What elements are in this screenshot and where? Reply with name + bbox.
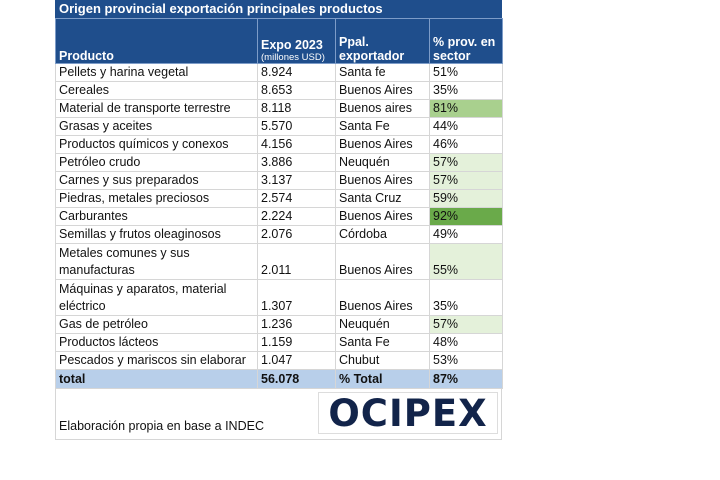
table-row: [56, 190, 503, 208]
cell-exportador: Santa Fe: [336, 334, 430, 352]
table-row: [56, 100, 503, 118]
logo-text: OCIPEX: [328, 391, 488, 435]
total-label: total: [56, 370, 258, 389]
cell-exportador: Buenos Aires: [336, 280, 430, 316]
cell-expo: 1.236: [258, 316, 336, 334]
cell-producto: Productos químicos y conexos: [56, 136, 258, 154]
cell-exportador: Buenos Aires: [336, 82, 430, 100]
table-row: [56, 136, 503, 154]
cell-producto: Carnes y sus preparados: [56, 172, 258, 190]
total-row: [56, 370, 503, 389]
table-row: [56, 244, 503, 280]
header-row: [56, 19, 503, 64]
cell-prov: 57%: [430, 154, 503, 172]
cell-producto: Petróleo crudo: [56, 154, 258, 172]
cell-expo: 1.047: [258, 352, 336, 370]
table-row: [56, 280, 503, 316]
cell-producto: Pescados y mariscos sin elaborar: [56, 352, 258, 370]
header-producto: Producto: [56, 19, 258, 64]
cell-producto: Pellets y harina vegetal: [56, 64, 258, 82]
cell-expo: 8.118: [258, 100, 336, 118]
table-row: [56, 226, 503, 244]
cell-producto: Semillas y frutos oleaginosos: [56, 226, 258, 244]
export-table: [55, 18, 503, 389]
header-exportador: Ppal. exportador: [336, 19, 430, 64]
cell-exportador: Santa Fe: [336, 118, 430, 136]
cell-expo: 2.076: [258, 226, 336, 244]
cell-producto: Máquinas y aparatos, material eléctrico: [56, 280, 258, 316]
cell-expo: 2.224: [258, 208, 336, 226]
cell-exportador: Santa fe: [336, 64, 430, 82]
cell-prov: 49%: [430, 226, 503, 244]
cell-exportador: Buenos Aires: [336, 208, 430, 226]
table-row: [56, 208, 503, 226]
cell-expo: 1.159: [258, 334, 336, 352]
table-row: [56, 64, 503, 82]
cell-expo: 5.570: [258, 118, 336, 136]
cell-exportador: Buenos Aires: [336, 244, 430, 280]
table-row: [56, 172, 503, 190]
total-expo: 56.078: [258, 370, 336, 389]
cell-exportador: Neuquén: [336, 316, 430, 334]
cell-producto: Carburantes: [56, 208, 258, 226]
cell-expo: 2.011: [258, 244, 336, 280]
cell-prov: 59%: [430, 190, 503, 208]
cell-exportador: Neuquén: [336, 154, 430, 172]
cell-producto: Productos lácteos: [56, 334, 258, 352]
header-prov: % prov. en sector: [430, 19, 503, 64]
table-row: [56, 82, 503, 100]
cell-expo: 3.886: [258, 154, 336, 172]
cell-prov: 48%: [430, 334, 503, 352]
cell-producto: Gas de petróleo: [56, 316, 258, 334]
table-row: [56, 316, 503, 334]
table-row: [56, 352, 503, 370]
cell-producto: Piedras, metales preciosos: [56, 190, 258, 208]
ocipex-logo: [318, 392, 498, 434]
header-expo-label: Expo 2023: [261, 38, 323, 52]
total-exportador: % Total: [336, 370, 430, 389]
cell-expo: 8.924: [258, 64, 336, 82]
cell-expo: 1.307: [258, 280, 336, 316]
cell-prov: 55%: [430, 244, 503, 280]
cell-expo: 2.574: [258, 190, 336, 208]
table-row: [56, 334, 503, 352]
export-table-sheet: [55, 0, 502, 440]
cell-prov: 46%: [430, 136, 503, 154]
cell-prov: 35%: [430, 280, 503, 316]
cell-producto: Grasas y aceites: [56, 118, 258, 136]
header-expo: [258, 19, 336, 64]
table-footer: [55, 389, 502, 440]
cell-exportador: Buenos aires: [336, 100, 430, 118]
cell-prov: 53%: [430, 352, 503, 370]
cell-expo: 8.653: [258, 82, 336, 100]
table-row: [56, 118, 503, 136]
cell-exportador: Buenos Aires: [336, 136, 430, 154]
cell-exportador: Córdoba: [336, 226, 430, 244]
cell-prov: 44%: [430, 118, 503, 136]
cell-prov: 81%: [430, 100, 503, 118]
source-note: Elaboración propia en base a INDEC: [59, 419, 264, 433]
cell-producto: Material de transporte terrestre: [56, 100, 258, 118]
cell-expo: 4.156: [258, 136, 336, 154]
cell-exportador: Chubut: [336, 352, 430, 370]
cell-exportador: Santa Cruz: [336, 190, 430, 208]
cell-producto: Metales comunes y sus manufacturas: [56, 244, 258, 280]
cell-prov: 35%: [430, 82, 503, 100]
header-expo-unit: (millones USD): [261, 52, 325, 63]
table-title: Origen provincial exportación principales productos: [55, 0, 502, 18]
cell-prov: 51%: [430, 64, 503, 82]
cell-producto: Cereales: [56, 82, 258, 100]
cell-prov: 57%: [430, 172, 503, 190]
cell-prov: 57%: [430, 316, 503, 334]
cell-prov: 92%: [430, 208, 503, 226]
table-row: [56, 154, 503, 172]
cell-expo: 3.137: [258, 172, 336, 190]
total-prov: 87%: [430, 370, 503, 389]
cell-exportador: Buenos Aires: [336, 172, 430, 190]
